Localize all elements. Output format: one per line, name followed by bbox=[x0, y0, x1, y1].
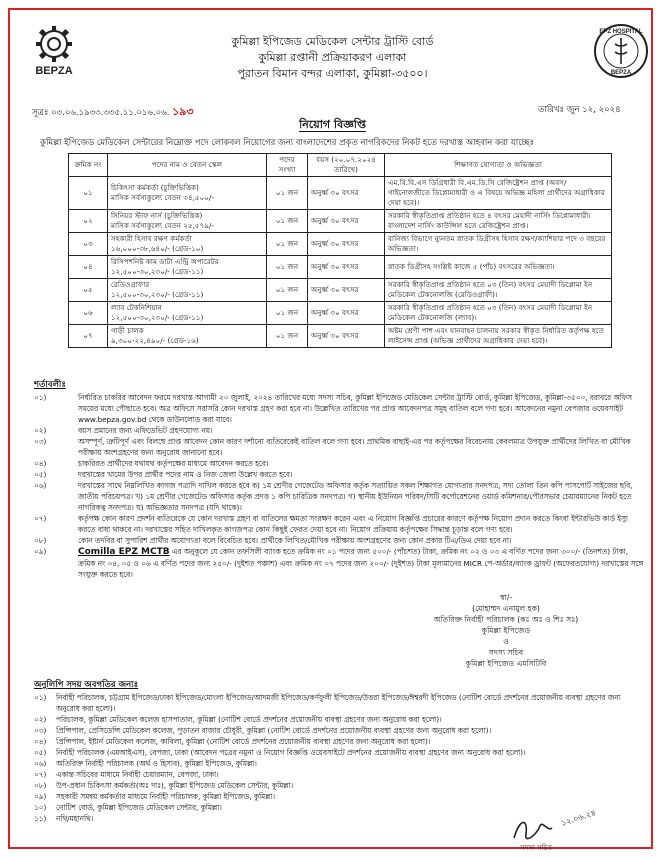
list-item bbox=[34, 758, 644, 769]
row-count: ০১ জন bbox=[267, 279, 308, 302]
header-post: পদের নাম ও বেতন স্কেল bbox=[108, 154, 267, 177]
term-number: ০৪) bbox=[34, 459, 47, 468]
row-post bbox=[108, 302, 267, 325]
signer-board: কুমিল্লা ইপিজেড এমসিটিবি bbox=[465, 659, 547, 668]
signer-office: কুমিল্লা ইপিজেড bbox=[481, 626, 531, 635]
row-age: অনুর্ধ্ব ৩০ বৎসর bbox=[308, 325, 385, 348]
row-age: অনুর্ধ্ব ৩০ বৎসর bbox=[308, 279, 385, 302]
term-text: বয়স প্রমানের জন্য এফিডেভিট গ্রহণযোগ্য নয়। bbox=[78, 426, 213, 435]
table-row bbox=[69, 302, 612, 325]
list-item bbox=[34, 480, 644, 513]
table-row bbox=[69, 210, 612, 233]
row-sl: ০৪ bbox=[69, 256, 108, 279]
row-post bbox=[108, 177, 267, 210]
notice-page bbox=[8, 8, 653, 852]
term-text-rest: এর অনুকূলে যে কোন তফসিলী ব্যাংক হতে ক্রমিক নং ০১ পদের জন্য ৫০০/- (পাঁচশত) টাকা, ক্রমিক নং ০২ ও ০৩ এ বর্ণিত পদের জন্য ৩০০/- (তিনশত) টাকা, ক্রমিক নং ০৪, ০৫ ও ০৬ এ বর্ণিত পদের জন্য ২৫০/- (দুইশত পঞ্চাশ) এবং ক্রমিক নং ০৭ পদের জন্য ২০০/- (দুইশত) টাকা মূল্যমানের MICR পে-অর্ডার/ব্যাংক ড্রাফট (অফেরতযোগ্য) দরখাস্তের সঙ্গে সংযুক্ত করতে হবে। bbox=[78, 547, 644, 579]
row-sl: ০৩ bbox=[69, 233, 108, 256]
post-name: রেডিওগ্রাফার bbox=[111, 280, 150, 289]
header-qualification: শিক্ষাগত যোগ্যতা ও অভিজ্ঞতা bbox=[385, 154, 612, 177]
term-number: ০৯) bbox=[34, 547, 47, 556]
post-name: ল্যাব টেকনিশিয়ান bbox=[111, 303, 162, 312]
signature-stamp bbox=[506, 808, 646, 854]
dist-text: নথি/মহানথি। bbox=[56, 814, 94, 823]
notice-title bbox=[10, 116, 655, 135]
post-pay: ১৬,০০০-৩৮,৬৪০/- (গ্রেড-১০) bbox=[111, 244, 204, 253]
term-text: চাকরিরত প্রার্থীদের যথাযথ কর্তৃপক্ষের মাধ্যমে আবেদন করতে হবে। bbox=[78, 459, 269, 468]
list-item bbox=[34, 736, 644, 747]
memo-ref-text: সূত্রঃ ০৩.০৬.১৯৩৩.৩৩৫.১১.০১৬.০৬. bbox=[32, 108, 170, 118]
term-text: নির্ধারিত চাকরির আবেদন ফরমে দরখাস্ত আগামী ২০ জুলাই, ২০২৪ তারিখের মধ্যে সদস্য সচিব, কুমিল্লা ইপিজেড মেডিকেল সেন্টার ট্রাস্টি বোর্ড, কুমিল্লা ইপিজেড, কুমিল্লা-৩৫০০, বরাবরে অফিস সময়ের মধ্যে পৌছাতে হবে। অত্র অফিসে সরাসরি কোন দরখাস্ত গ্রহণ করা হবে না। উল্লেখিত তারিখের পর প্রাপ্ত আবেদনপত্র সমূহ বাতিল বলে গণ্য হবে। আবেদনের নমুনা বেপজার ওয়েবসাইট www.bepza.gov.bd থেকে ডাউনলোড করা যাবে। bbox=[78, 393, 632, 424]
post-pay: ১২,৫০০-৩০,২৩০/- (গ্রেড-১১) bbox=[111, 290, 204, 299]
list-item bbox=[34, 535, 644, 546]
post-pay: মাসিক সর্বসাকুল্যে বেতন ২৫,৫৭৯/- bbox=[111, 221, 214, 230]
table-row bbox=[69, 177, 612, 210]
bepza-logo-text: BEPZA bbox=[35, 65, 73, 77]
row-post bbox=[108, 233, 267, 256]
post-name: চিকিৎসা কর্মকর্তা (চুক্তিভিত্তিক) bbox=[111, 183, 199, 192]
signature-mark: স্বা/- bbox=[499, 593, 513, 602]
term-number: ০৬) bbox=[34, 481, 47, 490]
post-pay: মাসিক সর্বসাকুল্যে বেতন ৩৪,৫০০/- bbox=[111, 193, 214, 202]
dist-number: ০১) bbox=[34, 693, 47, 702]
dist-number: ০৩) bbox=[34, 726, 47, 735]
address: পুরাতন বিমান বন্দর এলাকা, কুমিল্লা-৩৫০০। bbox=[237, 67, 428, 80]
handwritten-signature bbox=[514, 822, 552, 838]
row-qualification: সরকারি স্বীকৃতিপ্রাপ্ত প্রতিষ্ঠান হতে ০৩ (তিন) বৎসর মেয়াদী ডিপ্লোমা ইন মেডিকেল টেকনোলজি (ল্যাব)। bbox=[385, 302, 612, 325]
list-item bbox=[34, 769, 644, 780]
row-post bbox=[108, 210, 267, 233]
dist-text: নির্বাহী পরিচালক, চট্টগ্রাম ইপিজেড/ঢাকা ইপিজেড/মোংলা ইপিজেড/আদমজী ইপিজেড/কর্ণফুলী ইপিজেড/উত্তরা ইপিজেড/ঈশ্বরদী ইপিজেড (নোটিশ বোর্ডে প্রদর্শনের প্রয়োজনীয় ব্যবস্থা গ্রহণের জন্য অনুরোধ করা হলো)। bbox=[56, 693, 621, 713]
dist-number: ০৬) bbox=[34, 759, 47, 768]
row-qualification: সরকারি স্বীকৃতিপ্রাপ্ত প্রতিষ্ঠান হতে ৪ বৎসর মেয়াদী নার্সিং ডিপ্লোমাধারী। বাংলাদেশ নার্সিং কাউন্সিল হতে রেজিষ্ট্রেশন প্রাপ্ত। bbox=[385, 210, 612, 233]
dist-text: নির্বাহী পরিচালক (এমআইএস), বেপজা, ঢাকা (আবেদন পত্রের নমুনা ও নিয়োগ বিজ্ঞপ্তি ওয়েবসাইটে প্রদর্শনের প্রয়োজনীয় ব্যবস্থা গ্রহণের জন্য অনুরোধ করা হলো)। bbox=[56, 748, 526, 757]
term-number: ০৭) bbox=[34, 514, 47, 523]
row-count: ০১ জন bbox=[267, 177, 308, 210]
post-pay: ৯,৩০০-২২,৪৯০/- (গ্রেড-১৬) bbox=[111, 336, 199, 345]
memo-number: ১৯৩ bbox=[172, 105, 194, 118]
term-text: কর্তৃপক্ষ কোন কারণ প্রদর্শন ব্যতিরেকে যে কোন দরখাস্ত গ্রহণ বা বাতিলের ক্ষমতা সংরক্ষণ করেন এবং এ নিয়োগ বিজ্ঞপ্তি প্রচারের কারণে কর্তৃপক্ষ নিয়োগ প্রদান করতে কিংবা ইন্টারভিউ কার্ড ইস্যু করতে বাধ্য থাকবে না। দরখাস্তের সহিত দাখিলকৃত কাগজপত্র কোন কিছুই ফেরত দেয়া হবে না। নিয়োগ প্রক্রিয়ায় কর্তৃপক্ষের সিদ্ধান্ত চূড়ান্ত বলে গণ্য হবে। bbox=[78, 514, 629, 534]
row-age: অনুর্ধ্ব ৩০ বৎসর bbox=[308, 256, 385, 279]
signer-designation: অতিরিক্ত নির্বাহী পরিচালক (কঃ অঃ ও শিঃ সঃ) bbox=[433, 615, 579, 624]
post-pay: ১২,৫০০-৩০,২৩০/- (গ্রেড-১১) bbox=[111, 267, 204, 276]
dist-number: ০৭) bbox=[34, 770, 47, 779]
row-count: ০১ জন bbox=[267, 233, 308, 256]
row-qualification: স্নাতক ডিগ্রীসহ সংশ্লিষ্ট কাজে ৫ (পাঁচ) বৎসরের অভিজ্ঞতা। bbox=[385, 256, 612, 279]
row-count: ০১ জন bbox=[267, 302, 308, 325]
job-table-header bbox=[69, 154, 612, 177]
post-name: রিসিপশনিষ্ট কাম ডাটা এন্ট্রি অপারেটর bbox=[111, 257, 219, 266]
row-age: অনুর্ধ্ব ৩০ বৎসর bbox=[308, 177, 385, 210]
term-text: অসম্পূর্ণ, ত্রুটিপূর্ণ এবং বিলম্বে প্রাপ্ত আবেদন কোন কারণ দর্শানো ব্যতিরেকেই বাতিল বলে গণ্য হবে। প্রাথমিক বাছাই-এর পর কর্তৃপক্ষের বিবেচনায় কেবলমাত্র উপযুক্ত প্রার্থীদের লিখিত বা মৌখিক পরীক্ষায় অংশগ্রহণের জন্য অনুরোধ জানানো হবে। bbox=[78, 437, 631, 457]
signature-block bbox=[386, 592, 626, 669]
table-row bbox=[69, 233, 612, 256]
dist-number: ০৮) bbox=[34, 781, 47, 790]
signer-name: (মোহাম্মদ এনামুল হক) bbox=[472, 604, 540, 613]
zone-name: কুমিল্লা রপ্তানী প্রক্রিয়াকরণ এলাকা bbox=[258, 51, 407, 64]
row-sl: ০৬ bbox=[69, 302, 108, 325]
dist-text: প্রিন্সিপাল, ইষ্টার্ন মেডিকেল কলেজ, কাবিলা, কুমিল্লা (নোটিশ বোর্ডে প্রদর্শনের প্রয়োজনীয় ব্যবস্থা গ্রহণের জন্য অনুরোধ করা হলো)। bbox=[56, 737, 431, 746]
header-count: পদের সংখ্যা bbox=[267, 154, 308, 177]
list-item bbox=[34, 546, 644, 580]
dist-number: ১১) bbox=[34, 814, 47, 823]
list-item bbox=[34, 747, 644, 758]
term-text bbox=[78, 546, 644, 580]
epz-hospital-logo-bottom: BEPZA bbox=[610, 70, 632, 76]
distribution-title: অনুলিপি সদয় অবগতির জন্যঃ bbox=[34, 680, 139, 690]
term-number: ০৫) bbox=[34, 470, 47, 479]
row-post bbox=[108, 325, 267, 348]
memo-date: তারিখঃ জুন ১২, ২০২৪ bbox=[538, 105, 621, 115]
dist-text: অতিরিক্ত নির্বাহী পরিচালক (অর্থ ও হিসাব), কুমিল্লা ইপিজেড, কুমিল্লা। bbox=[56, 759, 257, 768]
table-row bbox=[69, 256, 612, 279]
term-text: কোন তদবির বা সুপারিশ প্রার্থীর অযোগ্যতা বলে বিবেচিত হবে। প্রার্থীকে লিখিত/মৌখিক পরীক্ষায় অংশগ্রহণের জন্য কোন প্রকার টিএ/ডিএ দেয়া হবে না। bbox=[78, 536, 512, 545]
table-row bbox=[69, 279, 612, 302]
dist-number: ০৫) bbox=[34, 748, 47, 757]
handwritten-date: ১২.০৬.২৪ bbox=[559, 808, 598, 828]
post-pay: ১২,৫০০-৩০,২৩০/- (গ্রেড-১১) bbox=[111, 313, 204, 322]
dist-number: ০২) bbox=[34, 715, 47, 724]
term-number: ০১) bbox=[34, 393, 47, 402]
row-sl: ০২ bbox=[69, 210, 108, 233]
row-age: অনুর্ধ্ব ৩০ বৎসর bbox=[308, 302, 385, 325]
list-item bbox=[34, 725, 644, 736]
notice-title-text: নিয়োগ বিজ্ঞপ্তি bbox=[299, 118, 366, 131]
intro-text: কুমিল্লা ইপিজেড মেডিকেল সেন্টারের নিম্নোক্ত পদে লোকবল নিয়োগের জন্য বাংলাদেশের প্রকৃত নাগরিকদের নিকট হতে দরখাস্ত আহবান করা যাচ্ছেঃ bbox=[40, 138, 535, 148]
stamp-role: সদস্য সচিব bbox=[520, 844, 552, 852]
dist-text: নোটিশ বোর্ড, কুমিল্লা ইপিজেড মেডিকেল সেন্টার, কুমিল্লা। bbox=[56, 803, 222, 812]
row-age: অনুর্ধ্ব ৩০ বৎসর bbox=[308, 233, 385, 256]
list-item bbox=[34, 513, 644, 535]
signer-role: সদস্য সচিব bbox=[488, 648, 524, 657]
term-text: দরখাস্তের খামের উপর প্রার্থীর পদের নাম ও নিজ জেলা উল্লেখ করতে হবে। bbox=[78, 470, 293, 479]
row-sl: ০৭ bbox=[69, 325, 108, 348]
dist-text: একান্ত সচিবের মাধ্যমে নির্বাহী চেয়ারম্যান, বেপজা, ঢাকা। bbox=[56, 770, 219, 779]
row-age: অনুর্ধ্ব ৩০ বৎসর bbox=[308, 210, 385, 233]
term-number: ০৮) bbox=[34, 536, 47, 545]
row-qualification: অষ্টম শ্রেণী পাশ এবং যানবাহন চালনায় সরকার স্বীকৃত নির্ধারিত কর্তৃপক্ষ হতে লাইসেন্স প্রাপ্ত (অভিজ্ঞ প্রার্থীদের অগ্রাধিকার দেয়া হবে)। bbox=[385, 325, 612, 348]
list-item bbox=[34, 780, 644, 791]
dist-text: পরিচালক, কুমিল্লা মেডিকেল কলেজ হাসপাতাল, কুমিল্লা (নোটিশ বোর্ডে প্রদর্শনের প্রয়োজনীয় ব্যবস্থা গ্রহণের জন্য অনুরোধ করা হলো)। bbox=[56, 715, 442, 724]
dist-number: ১০) bbox=[34, 803, 47, 812]
list-item bbox=[34, 436, 644, 458]
row-count: ০১ জন bbox=[267, 325, 308, 348]
table-row bbox=[69, 325, 612, 348]
dist-number: ০৯) bbox=[34, 792, 47, 801]
row-qualification: বানিজ্য বিভাগে ন্যুনতম স্নাতক ডিগ্রীসহ হিসাব রক্ষণ/ক্যাশিয়ার পদে ৩ বছরের অভিজ্ঞতা। bbox=[385, 233, 612, 256]
row-count: ০১ জন bbox=[267, 256, 308, 279]
list-item bbox=[34, 692, 644, 714]
list-item bbox=[34, 791, 644, 802]
dist-text: উপ-প্রধান চিকিৎসা কর্মকর্তা(অঃ দাঃ), কুমিল্লা ইপিজেড মেডিকেল সেন্টার, কুমিল্লা। bbox=[56, 781, 294, 790]
list-item bbox=[34, 392, 644, 425]
row-qualification: সরকারি স্বীকৃতিপ্রাপ্ত প্রতিষ্ঠান হতে ০৩ (তিন) বৎসর মেয়াদী ডিপ্লোমা ইন মেডিকেল টেকনোলজি (রেডিওগ্রাফী)। bbox=[385, 279, 612, 302]
list-item bbox=[34, 714, 644, 725]
header-sl: ক্রমিক নং bbox=[69, 154, 108, 177]
list-item bbox=[34, 458, 644, 469]
row-sl: ০৫ bbox=[69, 279, 108, 302]
dist-number: ০৪) bbox=[34, 737, 47, 746]
terms-list bbox=[34, 392, 644, 580]
distribution-list bbox=[34, 692, 644, 824]
term-number: ০৩) bbox=[34, 437, 47, 446]
job-table bbox=[68, 153, 612, 348]
post-name: সহকারী হিসাব রক্ষণ কর্মকর্তা bbox=[111, 234, 192, 243]
row-qualification: এম.বি.বি.এস ডিগ্রিধারী বি.এম.ডি.সি রেজিষ্ট্রেশন প্রাপ্ত (অবস/গাইনোলজীতে ডিপ্লোমাধারী ও এ বিষয়ে অভিজ্ঞ মহিলা প্রার্থীদের অগ্রাধিকার দেয়া হবে)। bbox=[385, 177, 612, 210]
epz-hospital-logo-top: EPZ HOSPITAL bbox=[599, 29, 643, 35]
dist-text: প্রিন্সিপাল, প্রেসিডেন্সি মেডিকেল কলেজ, পুড়াতন বাজার চৌধুরী, কুমিল্লা (নোটিশ বোর্ডে প্রদর্শনের প্রয়োজনীয় ব্যবস্থা গ্রহণের জন্য অনুরোধ করা হলো)। bbox=[56, 726, 492, 735]
list-item bbox=[34, 469, 644, 480]
post-name: সিনিয়র স্টাফ নার্স (চুক্তিভিত্তিক) bbox=[111, 211, 203, 220]
org-name: কুমিল্লা ইপিজেড মেডিকেল সেন্টার ট্রাস্টি বোর্ড bbox=[231, 35, 434, 48]
row-post bbox=[108, 279, 267, 302]
term-number: ০২) bbox=[34, 426, 47, 435]
header-age: বয়স (২০.০৭.২০২৪ তারিখে) bbox=[308, 154, 385, 177]
list-item bbox=[34, 425, 644, 436]
post-name: গাড়ী চালক bbox=[111, 326, 144, 335]
row-count: ০১ জন bbox=[267, 210, 308, 233]
row-post bbox=[108, 256, 267, 279]
epz-account-name: Comilla EPZ MCTB bbox=[78, 547, 170, 557]
term-text: দরখাস্তের সাথে নিম্নলিখিত কাগজ পত্রাদি দাখিল করতে হবে ক) ১ম শ্রেণীর গেজেটেড অফিসার কর্তৃক সত্যায়িত সকল শিক্ষাগত যোগ্যতার সনদপত্র, সদ্য তোলা তিন কপি পাসপোর্ট সাইজের ছবি, জাতীয় পরিচয়পত্র। খ) ১ম শ্রেণীর গেজেটেড অফিসার কর্তৃক প্রদত্ত ১ কপি চারিত্রিক সনদপত্র। গ) স্থানীয় ইউনিয়ন পরিষদ/সিটি কর্পোরেশনের ওয়ার্ড কমিশনার/পৌরসভার চেয়ারম্যানের নিকট হতে নাগরিকত্ব সনদপত্র। ঘ) অভিজ্ঞতার সনদপত্র (যদি থাকে)। bbox=[78, 481, 633, 512]
signature-and: ও bbox=[503, 637, 509, 646]
dist-text: সহকারী সমন্বয় কর্মকর্তার মাধ্যমে নির্বাহী পরিচালক, কুমিল্লা ইপিজেড, কুমিল্লা। bbox=[56, 792, 276, 801]
terms-title: শর্তাবলীঃ bbox=[34, 380, 66, 390]
row-sl: ০১ bbox=[69, 177, 108, 210]
